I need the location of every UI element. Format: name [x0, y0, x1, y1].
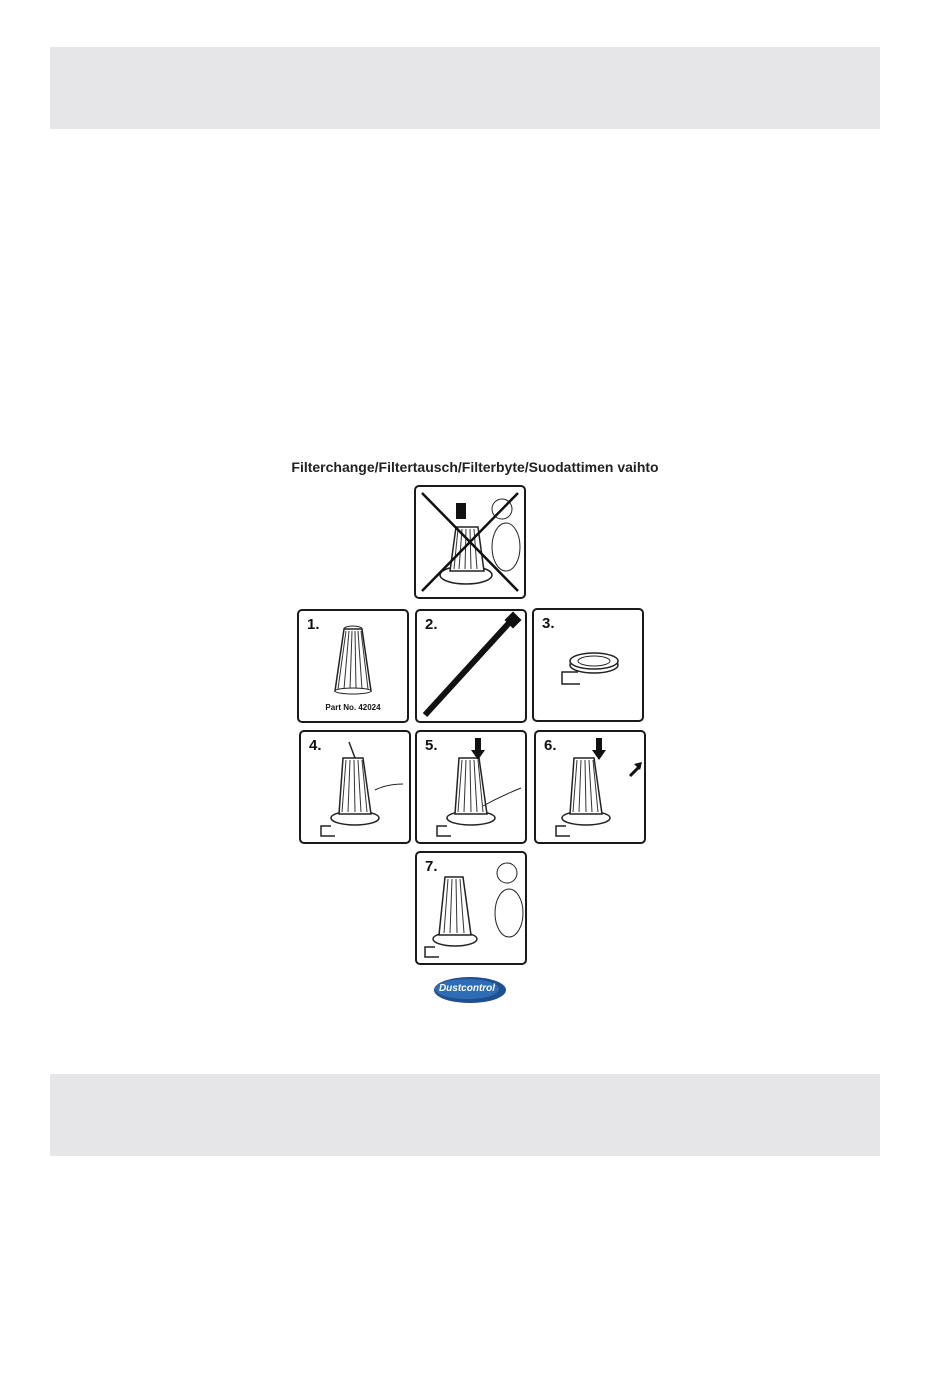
header-band [50, 47, 880, 129]
panel-step-5 [415, 730, 527, 844]
part-number-label: Part No. 42024 [325, 703, 381, 712]
step-number: 3. [542, 615, 555, 632]
step-number: 4. [309, 737, 322, 754]
panel-step-7 [415, 851, 527, 965]
step-number: 5. [425, 737, 438, 754]
dustcontrol-logo [433, 976, 507, 1004]
panel-step-1 [297, 609, 409, 723]
panel-step-4 [299, 730, 411, 844]
step-number: 6. [544, 737, 557, 754]
panel-step-3 [532, 608, 644, 722]
page-title: Filterchange/Filtertausch/Filterbyte/Suodattimen vaihto [291, 459, 659, 475]
step-number: 1. [307, 616, 320, 633]
do-not-illustration [416, 487, 524, 597]
step-number: 2. [425, 616, 438, 633]
step-number: 7. [425, 858, 438, 875]
panel-step-6 [534, 730, 646, 844]
footer-band [50, 1074, 880, 1156]
panel-do-not [414, 485, 526, 599]
logo-text: Dustcontrol [438, 983, 496, 994]
panel-step-2 [415, 609, 527, 723]
